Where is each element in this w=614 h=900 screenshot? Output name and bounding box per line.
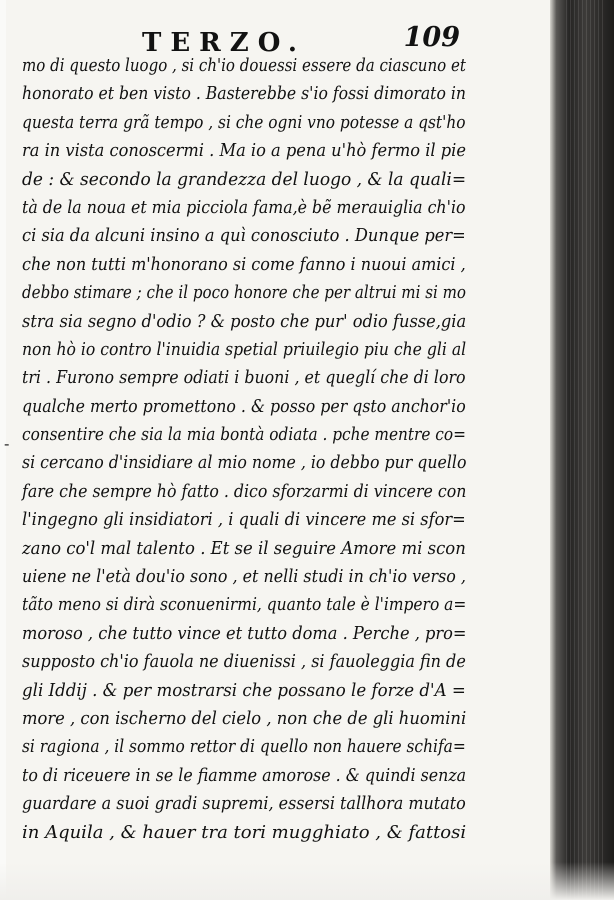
text-line: uiene ne l'età dou'io sono , et nelli studi in ch'io verso , [22,566,466,588]
text-line: moroso , che tutto vince et tutto doma . Perche , pro= [22,622,467,644]
text-line: si ragiona , il sommo rettor di quello non hauere schifa= [22,736,466,758]
text-line: fare che sempre hò fatto . dico sforzarmi di vincere con [22,480,467,502]
text-line: guardare a suoi gradi supremi, essersi tallhora mutato [22,793,466,815]
margin-mark: - [4,434,10,453]
text-line: de : & secondo la grandezza del luogo , & la quali= [22,168,467,190]
text-line: to di riceuere in se le fiamme amorose . & quindi senza [22,764,467,786]
running-head: TERZO. [142,28,306,58]
text-line: l'ingegno gli insidiatori , i quali di vincere me si sfor= [22,509,466,531]
text-line: tãto meno si dirà sconuenirmi, quanto tale è l'impero a= [22,594,467,616]
text-line: stra sia segno d'odio ? & posto che pur' odio fusse,gia [22,310,467,332]
text-line: tri . Furono sempre odiati i buoni , et queglí che di loro [22,367,466,389]
text-line: debbo stimare ; che il poco honore che per altrui mi si mo [22,282,466,304]
text-line: consentire che sia la mia bontà odiata . pche mentre co= [22,424,466,446]
text-line: more , con ischerno del cielo , non che de gli huomini [22,707,467,729]
text-line: non hò io contro l'inuidia spetial priuilegio piu che gli al [22,338,467,360]
page-edge-lines [566,0,606,900]
text-line: gli Iddij . & per mostrarsi che possano le forze d'A = [22,679,466,701]
page-bottom-shadow [0,862,614,900]
text-line: ra in vista conoscermi . Ma io a pena u'hò fermo il pie [22,140,466,162]
text-line: che non tutti m'honorano si come fanno i nuoui amici , [22,253,466,275]
body-text [22,52,466,847]
text-line: zano co'l mal talento . Et se il seguire Amore mi scon [22,537,466,559]
text-line: in Aquila , & hauer tra tori mugghiato , & fattosi [22,821,467,843]
text-line: honorato et ben visto . Basterebbe s'io fossi dimorato in [22,83,466,105]
book-page-edges [550,0,614,900]
page-number: 109 [403,22,460,53]
text-line: si cercano d'insidiare al mio nome , io debbo pur quello [22,452,467,474]
text-line: qualche merto promettono . & posso per qsto anchor'io [22,395,466,417]
text-line: questa terra grã tempo , si che ogni vno potesse a qst'ho [22,111,466,133]
text-line: mo di questo luogo , si ch'io douessi essere da ciascuno et [22,55,466,76]
text-line: ci sia da alcuni insino a quì conosciuto . Dunque per= [22,225,466,247]
text-line: supposto ch'io fauola ne diuenissi , si fauoleggia fin de [22,651,466,673]
text-line: tà de la noua et mia picciola fama,è bẽ merauiglia ch'io [22,196,466,218]
